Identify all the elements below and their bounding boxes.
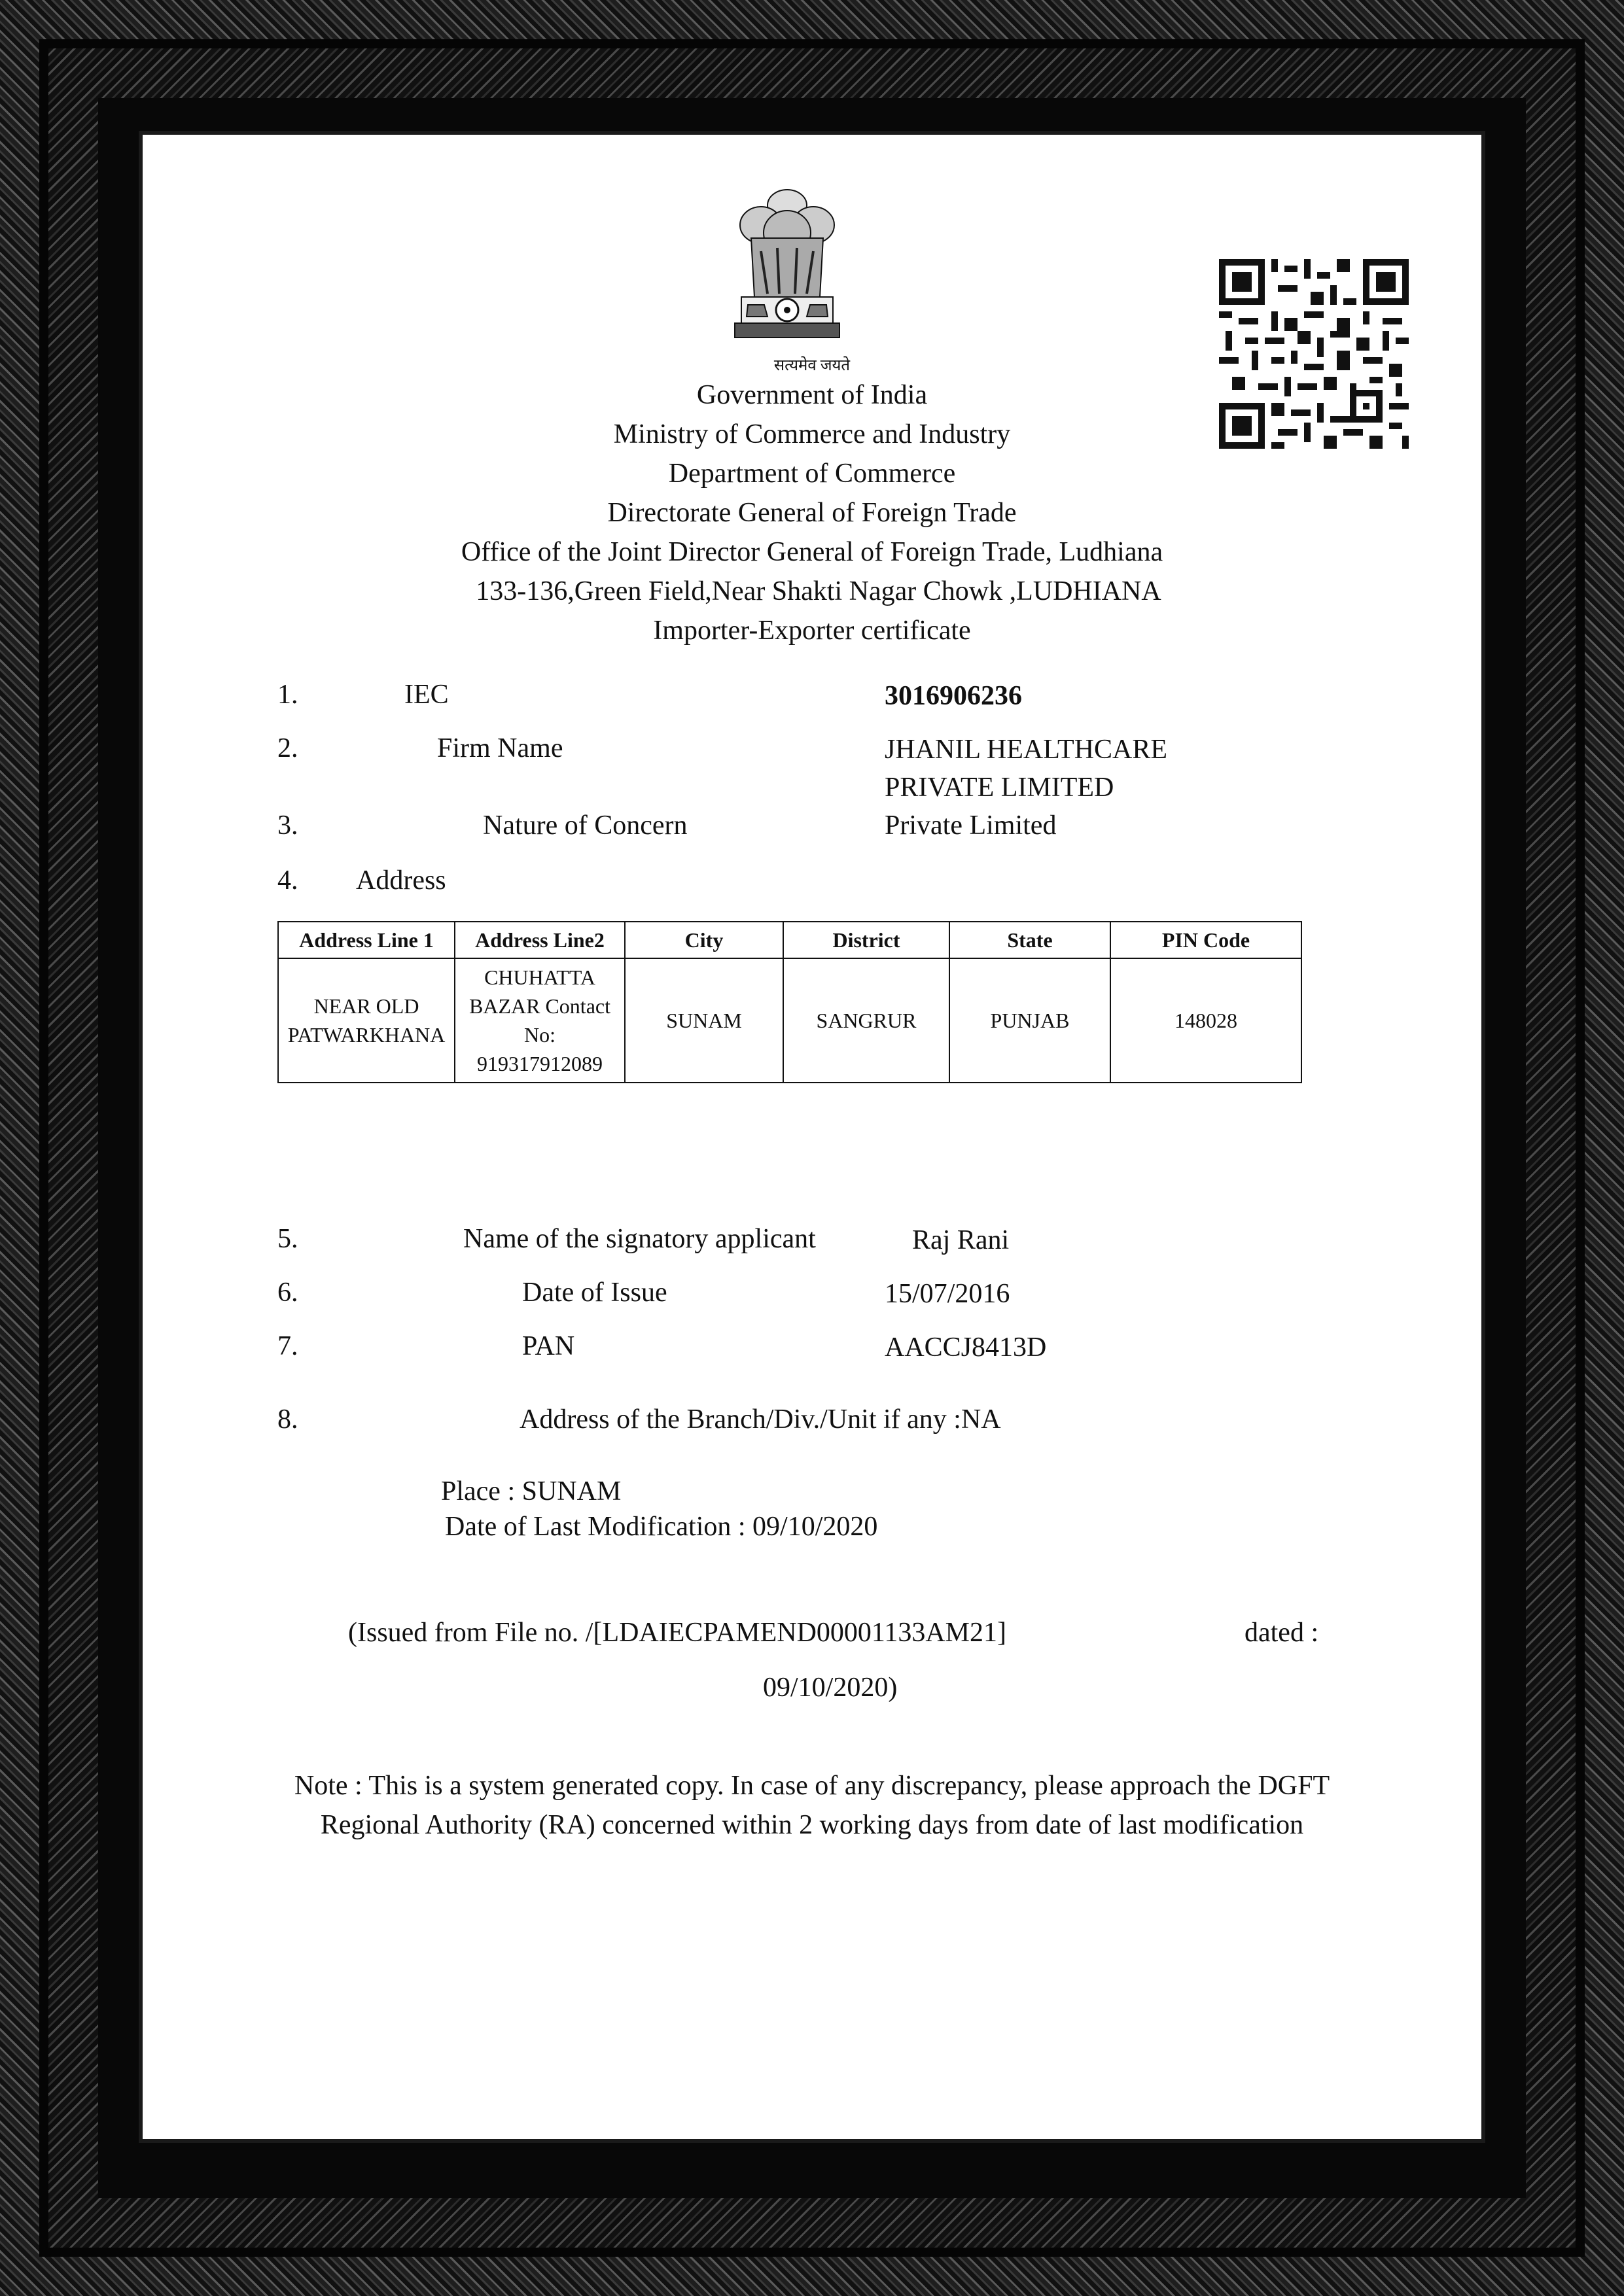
header-certificate-title: Importer-Exporter certificate	[653, 616, 971, 646]
header-office-address: 133-136,Green Field,Near Shakti Nagar Chowk ,LUDHIANA	[476, 576, 1161, 606]
nature-of-concern-value: Private Limited	[885, 810, 1057, 841]
national-emblem-icon	[722, 186, 853, 343]
district-cell: SANGRUR	[783, 958, 949, 1083]
column-header: Address Line 1	[278, 922, 455, 958]
table-header-row	[278, 922, 1301, 958]
branch-address-label: Address of the Branch/Div./Unit if any :NA	[520, 1404, 1001, 1435]
emblem-motto: सत्यमेव जयते	[773, 357, 851, 374]
firm-name-label: Firm Name	[437, 733, 563, 763]
header-ministry: Ministry of Commerce and Industry	[613, 419, 1011, 449]
address-line1-cell	[278, 958, 455, 1083]
field-number: 5.	[277, 1224, 298, 1254]
note-line2: Regional Authority (RA) concerned within 2 working days from date of last modification	[320, 1810, 1304, 1840]
pan-label: PAN	[522, 1331, 575, 1361]
nature-of-concern-label: Nature of Concern	[483, 810, 688, 841]
cell-text: BAZAR Contact	[469, 994, 610, 1018]
field-number: 6.	[277, 1278, 298, 1308]
state-cell: PUNJAB	[949, 958, 1110, 1083]
iec-label: IEC	[404, 680, 449, 710]
issued-from-dated: dated :	[1244, 1618, 1319, 1648]
header-department: Department of Commerce	[668, 459, 956, 489]
address-line2-cell	[455, 958, 625, 1083]
firm-name-value-line2: PRIVATE LIMITED	[885, 773, 1114, 803]
column-header: State	[949, 922, 1110, 958]
cell-text: 919317912089	[477, 1052, 603, 1075]
header-government: Government of India	[696, 380, 928, 410]
cell-text: NEAR OLD	[313, 994, 419, 1018]
field-number: 3.	[277, 810, 298, 841]
address-table	[277, 921, 1302, 1083]
date-of-issue-label: Date of Issue	[522, 1278, 667, 1308]
address-label: Address	[356, 865, 446, 896]
pin-code-cell: 148028	[1110, 958, 1301, 1083]
field-number: 8.	[277, 1404, 298, 1435]
firm-name-value-line1: JHANIL HEALTHCARE	[885, 735, 1168, 765]
field-number: 7.	[277, 1331, 298, 1361]
column-header: City	[625, 922, 783, 958]
date-of-issue-value: 15/07/2016	[885, 1279, 1010, 1309]
table-row	[278, 958, 1301, 1083]
cell-text: PATWARKHANA	[287, 1023, 446, 1047]
pan-value: AACCJ8413D	[885, 1332, 1047, 1363]
header-directorate: Directorate General of Foreign Trade	[607, 498, 1017, 528]
signatory-label: Name of the signatory applicant	[463, 1224, 816, 1254]
note-line1: Note : This is a system generated copy. In case of any discrepancy, please approach the DGFT	[294, 1771, 1330, 1801]
last-modification-text: Date of Last Modification : 09/10/2020	[445, 1512, 878, 1542]
column-header: PIN Code	[1110, 922, 1301, 958]
field-number: 2.	[277, 733, 298, 763]
issued-from-date: 09/10/2020)	[763, 1673, 898, 1703]
city-cell: SUNAM	[625, 958, 783, 1083]
header-office: Office of the Joint Director General of Foreign Trade, Ludhiana	[461, 537, 1163, 567]
cell-text: No:	[524, 1023, 556, 1047]
signatory-value: Raj Rani	[912, 1225, 1010, 1255]
column-header: District	[783, 922, 949, 958]
issued-from-file: (Issued from File no. /[LDAIECPAMEND00001133AM21]	[348, 1618, 1007, 1648]
place-text: Place : SUNAM	[441, 1476, 622, 1506]
field-number: 4.	[277, 865, 298, 896]
column-header: Address Line2	[455, 922, 625, 958]
field-number: 1.	[277, 680, 298, 710]
certificate-sheet	[143, 135, 1481, 2139]
iec-value: 3016906236	[885, 681, 1022, 711]
cell-text: CHUHATTA	[484, 965, 595, 989]
